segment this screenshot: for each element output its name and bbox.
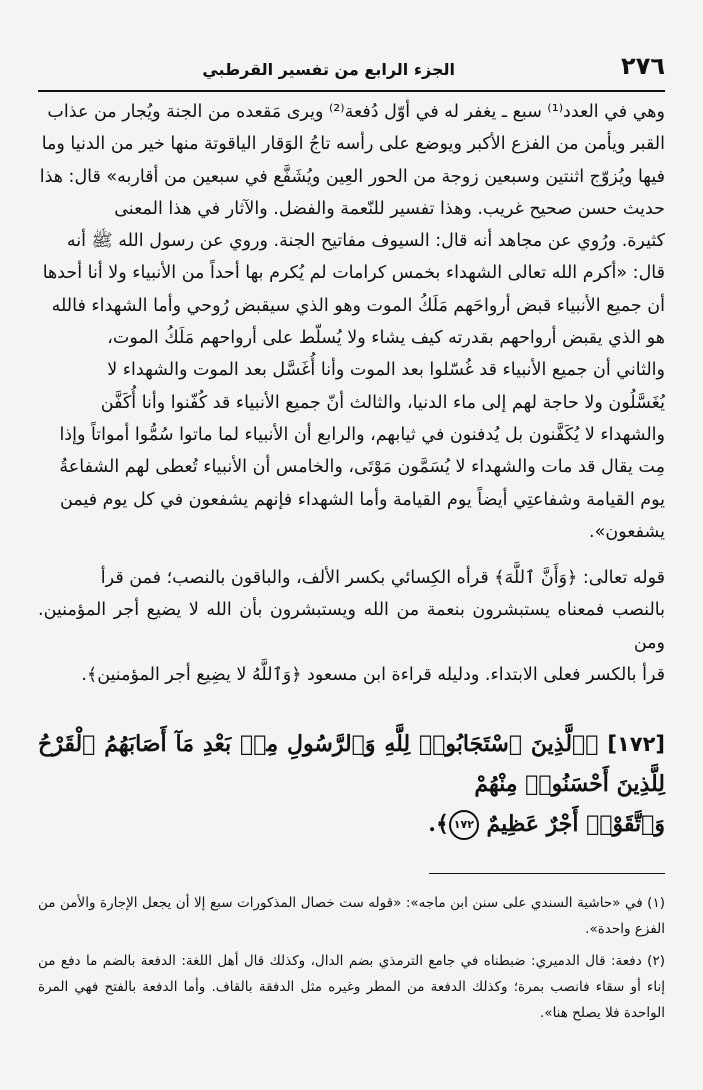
- text-line: يوم القيامة وشفاعتِي أيضاً يوم القيامة وأما الشهداء فإنهم يشفعون في كل يوم فيمن: [60, 489, 665, 510]
- quran-verse: [38, 724, 665, 844]
- text-line: أن جميع الأنبياء قبض أرواحَهم مَلَكُ الموت وهو الذي سيقبض رُوحي وأما الشهداء فالله: [51, 295, 665, 316]
- text-line: يشفعون».: [589, 521, 665, 542]
- text-line: فيها ويُزوّج اثنتين وسبعين زوجة من الحور العِين ويُشَفَّع في سبعين من أقاربه» قال: هذا: [39, 166, 665, 187]
- footnote-divider: [429, 873, 665, 874]
- text-line: كثيرة. ورُوي عن مجاهد أنه قال: السيوف مفاتيح الجنة. وروي عن رسول الله ﷺ أنه: [66, 231, 665, 252]
- text-line: حديث حسن صحيح غريب. وهذا تفسير للنّعمة والفضل. والآثار في هذا المعنى: [114, 198, 665, 219]
- verse-number: [١٧٢]: [607, 732, 665, 756]
- text-line: مِت يقال قد مات والشهداء لا يُسَمَّون مَوْتَى، والخامس أن الأنبياء تُعطى لهم الشفاعةُ: [59, 457, 665, 478]
- running-title: الجزء الرابع من تفسير القرطبي: [202, 60, 455, 79]
- verse-closing: ﴾.: [428, 811, 449, 837]
- text-line: والشهداء لا يُكَفَّنون بل يُدفنون في ثيابهم، والرابع أن الأنبياء لما ماتوا سُمُّوا أمواتاً وإذا: [59, 424, 665, 445]
- main-text: [38, 96, 665, 691]
- text-line: بالنصب فمعناه يستبشرون بنعمة من الله ويستبشرون بأن الله لا يضيع أجر المؤمنين. ومن: [38, 600, 665, 653]
- text-line: قال: «أكرم الله تعالى الشهداء بخمس كرامات لم يُكرم بها أحداً من الأنبياء ولا أنا أحدها: [42, 263, 665, 284]
- verse-text: ﴿ٱلَّذِينَ ٱسْتَجَابُوا۟ لِلَّهِ وَٱلرَّسُولِ مِنۢ بَعْدِ مَآ أَصَابَهُمُ ٱلْقَرْحُ لِلَّذِينَ أَحْسَنُوا۟ مِنْهُمْ: [38, 731, 665, 797]
- verse-end-marker: ١٧٢: [449, 810, 479, 840]
- running-header: [38, 52, 665, 92]
- text-line: قوله تعالى: ﴿وَأَنَّ ٱللَّهَ﴾ قرأه الكِسائي بكسر الألف، والباقون بالنصب؛ فمن قرأ: [100, 568, 665, 589]
- text-line: هو الذي يقبض أرواحهم بقدرته كيف يشاء ولا يُسلّط على أرواحهم مَلَكُ الموت،: [107, 328, 665, 349]
- text-line: يُغَسَّلُون ولا حاجة لهم إلى ماء الدنيا، والثالث أنّ جميع الأنبياء قد كُفّنوا وأنا أُكَفَّن: [100, 392, 665, 413]
- verse-text: وَٱتَّقَوْا۟ أَجْرٌ عَظِيمٌ: [486, 811, 665, 837]
- page-number: ٢٧٦: [621, 52, 665, 80]
- footnotes: [38, 890, 665, 1032]
- footnote: (٢) دفعة: قال الدميري: ضبطناه في جامع الترمذي بضم الدال، وكذلك قال أهل اللغة: الدفعة بالضم ما دفع من إناء أو سقاء فانصب بمرة؛ وكذلك الدفعة من المطر وغيره مثل الدفقة بالقاف. وأما الدفعة بالفتح فهي المرة الواحدة فلا يصلح هنا».: [38, 953, 665, 1021]
- text-line: القبر ويأمن من الفزع الأكبر ويوضع على رأسه تاجُ الوَقار الياقوتة منها خير من الدنيا وما: [41, 134, 665, 155]
- text-line: وهي في العدد⁽¹⁾ سبع ـ يغفر له في أوّل دُفعة⁽²⁾ ويرى مَقعده من الجنة ويُجار من عذاب: [47, 102, 665, 122]
- footnote: (١) في «حاشية السندي على سنن ابن ماجه»: «قوله ست خصال المذكورات سبع إلا أن يجعل الإجارة والأمن من الفزع واحدة».: [38, 895, 665, 937]
- text-line: والثاني أن جميع الأنبياء قد غُسّلوا بعد الموت وأنا أُغَسَّل بعد الموت والشهداء لا: [107, 360, 665, 381]
- text-line: قرأ بالكسر فعلى الابتداء. ودليله قراءة ابن مسعود ﴿وَٱللَّهُ لا يضِيع أجر المؤمنين﴾.: [81, 665, 665, 686]
